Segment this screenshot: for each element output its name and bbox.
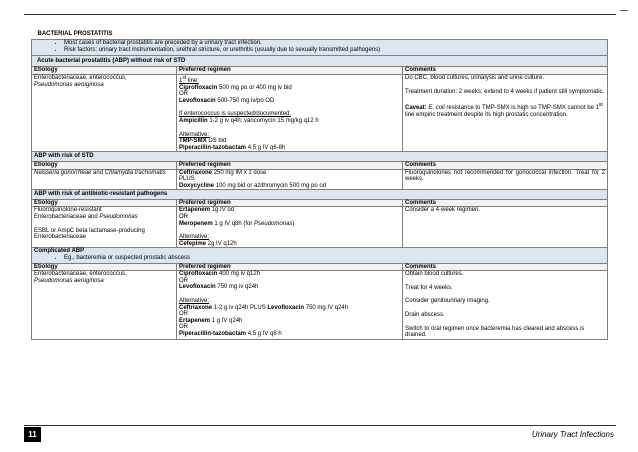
- etiology-text: Enterobacteriaceae and Pseudomonas: [34, 214, 138, 221]
- regimen-line: Ceftriaxone 250 mg IM x 1 dose: [179, 169, 267, 176]
- regimen-cell: [177, 207, 403, 248]
- regimen-cell: [177, 74, 403, 151]
- table-row: [32, 74, 608, 151]
- header-comments: Comments: [403, 161, 608, 169]
- table-row: [32, 169, 608, 190]
- comment-text: Obtain blood cultures.: [405, 271, 464, 278]
- etiology-text: Enterobacteriaceae, enterococcus,: [34, 74, 127, 81]
- regimen-line: Piperacillin-tazobactam 4.5 g IV q8 h: [179, 330, 282, 337]
- header-regimen: Preferred regimen: [177, 67, 403, 75]
- complicated-box: [32, 248, 608, 263]
- regimen-line: OR: [179, 214, 188, 221]
- page-number: 11: [24, 427, 41, 442]
- regimen-line: OR: [179, 311, 188, 318]
- abp-resistant-title: ABP with risk of antibiotic-resistant pathogens: [32, 190, 608, 200]
- regimen-line: Ciprofloxacin 500 mg po or 400 mg iv bid: [179, 84, 292, 91]
- alternative-label: Alternative:: [179, 298, 210, 304]
- regimen-line: Meropenem 1 g IV q8h (for Pseudomonas): [179, 220, 295, 227]
- comment-text: Caveat: E. coli resistance to TMP-SMX is high so TMP-SMX cannot be 1st line empiric treatment despite its high prostatic concentration.: [405, 102, 603, 118]
- abp-std-title: ABP with risk of STD: [32, 152, 608, 162]
- regimen-cell: [177, 169, 403, 190]
- header-regimen: Preferred regimen: [177, 161, 403, 169]
- regimen-line: Ertapenem 1g IV od: [179, 207, 235, 214]
- etiology-cell: Neisseria gonorrheae and Chlamydia trachomatis: [32, 169, 177, 190]
- regimen-line: Ampicillin 1-2 g iv q4h; vancomycin 15 mg/kg q12 h: [179, 117, 319, 124]
- alternative-label: Alternative:: [179, 234, 210, 241]
- header-rule: [24, 14, 616, 15]
- comments-cell: Fluoroquinolones not recommended for gonococcal infection. Treat for 2 weeks.: [403, 169, 608, 190]
- comments-cell: Consider a 4-week regimen.: [403, 207, 608, 248]
- regimen-line: Ciprofloxacin 400 mg iv q12h: [179, 271, 261, 278]
- etiology-text: Pseudomonas aeruginosa: [34, 277, 104, 284]
- comment-text: Treat for 4 weeks.: [405, 284, 453, 291]
- comment-text: Switch to oral regimen once bacteremia has cleared and abscess is drained.: [405, 325, 585, 339]
- regimen-line: Levofloxacin 750 mg iv q24h: [179, 284, 259, 291]
- intro-box: [32, 39, 608, 55]
- header-comments: Comments: [403, 67, 608, 75]
- footer-title: Urinary Tract Infections: [531, 430, 614, 439]
- comment-text: Treatment duration: 2 weeks; extend to 4 weeks if patient still symptomatic.: [405, 88, 605, 95]
- table-header-row: [32, 199, 608, 207]
- table-header-row: [32, 161, 608, 169]
- comments-cell: [403, 271, 608, 340]
- table-header-row: [32, 67, 608, 75]
- regimen-cell: [177, 271, 403, 340]
- header-comments: Comments: [403, 263, 608, 271]
- regimen-line: Cefepime 2g IV q12h: [179, 240, 237, 247]
- table-row: [32, 207, 608, 248]
- regimen-line: OR: [179, 91, 188, 98]
- comment-text: Consider genitourinary imaging.: [405, 298, 490, 305]
- header-etiology: Etiology: [32, 161, 177, 169]
- document-body: [31, 30, 607, 340]
- table-header-row: [32, 263, 608, 271]
- header-comments: Comments: [403, 199, 608, 207]
- regimen-line: OR: [179, 277, 188, 284]
- header-etiology: Etiology: [32, 199, 177, 207]
- first-line-label: 1st line:: [179, 74, 199, 84]
- etiology-text: Fluoroquinolone-resistant: [34, 207, 102, 214]
- intro-bullet: • Risk factors: urinary tract instrumentation, urethral stricture, or urethritis (usually due to sexually transmitted pathogens): [64, 47, 605, 54]
- alternative-label: Alternative:: [179, 131, 210, 138]
- etiology-text: ESBL or AmpC beta lactamase-producing Enterobacteriaceae: [34, 227, 145, 241]
- etiology-text: Enterobacteriaceae, enterococcus,: [34, 271, 127, 278]
- complicated-title: Complicated ABP: [34, 248, 85, 255]
- regimen-line: Piperacillin-tazobactam 4.5 g IV q6-8h: [179, 144, 286, 151]
- prostatitis-table: [31, 30, 608, 340]
- regimen-line: Doxycycline 100 mg bid or azithromycin 500 mg po od: [179, 182, 327, 189]
- corner-mark: [620, 10, 628, 11]
- header-regimen: Preferred regimen: [177, 263, 403, 271]
- header-etiology: Etiology: [32, 67, 177, 75]
- header-regimen: Preferred regimen: [177, 199, 403, 207]
- etiology-text: Pseudomonas aeruginosa: [34, 81, 104, 88]
- regimen-line: Ceftriaxone 1-2 g iv q24h PLUS Levofloxacin 750 mg IV q24h: [179, 304, 349, 311]
- intro-bullet: • Most cases of bacterial prostatitis are preceded by a urinary tract infection.: [64, 40, 605, 47]
- header-etiology: Etiology: [32, 263, 177, 271]
- table-row: [32, 271, 608, 340]
- regimen-line: Ertapenem 1 g IV q24h: [179, 317, 243, 324]
- etiology-cell: [32, 74, 177, 151]
- regimen-line: If enterococcus is suspected/documented:: [179, 111, 292, 118]
- etiology-cell: [32, 207, 177, 248]
- comment-text: Do CBC, blood cultures, urinalysis and urine culture.: [405, 74, 545, 81]
- comments-cell: [403, 74, 608, 151]
- regimen-line: TMP-SMX DS bid: [179, 138, 227, 145]
- section-title: BACTERIAL PROSTATITIS: [37, 31, 113, 37]
- etiology-cell: [32, 271, 177, 340]
- regimen-line: OR: [179, 324, 188, 331]
- regimen-line: PLUS: [179, 176, 195, 183]
- complicated-bullet: • Eg., bacteremia or suspected prostatic abscess: [64, 255, 605, 262]
- footer-rule: [24, 425, 616, 426]
- abp-no-std-title: Acute bacterial prostatitis (ABP) without risk of STD: [32, 55, 608, 67]
- comment-text: Drain abscess.: [405, 312, 445, 318]
- regimen-line: Levofloxacin 500-750 mg iv/po OD: [179, 97, 275, 104]
